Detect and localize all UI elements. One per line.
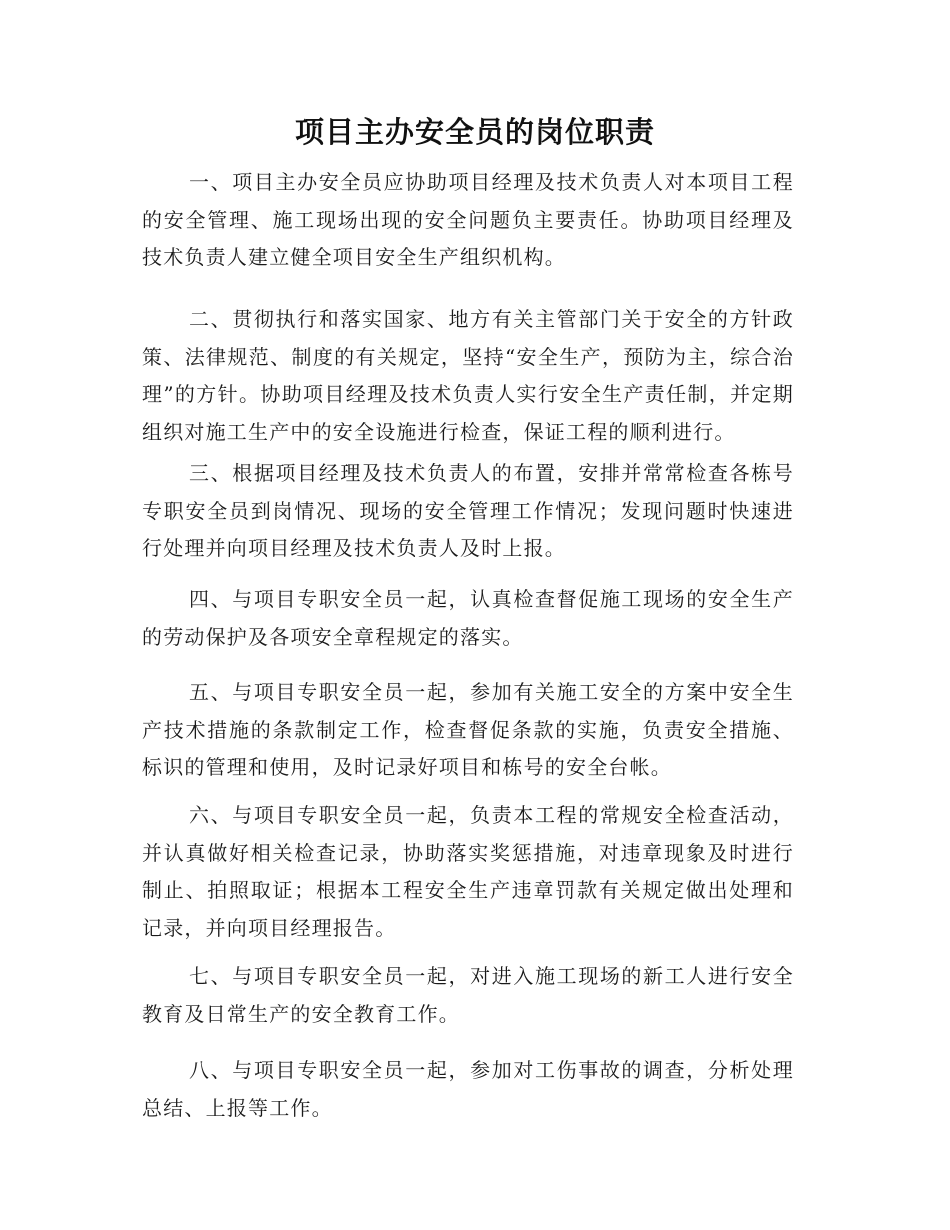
paragraph-2: 二、贯彻执行和落实国家、地方有关主管部门关于安全的方针政策、法律规范、制度的有关规定，坚持“安全生产，预防为主，综合治理”的方针。协助项目经理及技术负责人实行安全生产责任制，并定期组织对施工生产中的安全设施进行检查，保证工程的顺利进行。 xyxy=(142,307,794,444)
paragraph-4: 四、与项目专职安全员一起，认真检查督促施工现场的安全生产的劳动保护及各项安全章程规定的落实。 xyxy=(142,587,794,649)
paragraph-7: 七、与项目专职安全员一起，对进入施工现场的新工人进行安全教育及日常生产的安全教育工作。 xyxy=(142,964,794,1026)
paragraph-1: 一、项目主办安全员应协助项目经理及技术负责人对本项目工程的安全管理、施工现场出现的安全问题负主要责任。协助项目经理及技术负责人建立健全项目安全生产组织机构。 xyxy=(142,170,794,269)
paragraph-6: 六、与项目专职安全员一起，负责本工程的常规安全检查活动，并认真做好相关检查记录，协助落实奖惩措施，对违章现象及时进行制止、拍照取证；根据本工程安全生产违章罚款有关规定做出处理和记录，并向项目经理报告。 xyxy=(142,803,794,940)
document-title: 项目主办安全员的岗位职责 xyxy=(294,115,655,149)
paragraph-3: 三、根据项目经理及技术负责人的布置，安排并常常检查各栋号专职安全员到岗情况、现场的安全管理工作情况；发现问题时快速进行处理并向项目经理及技术负责人及时上报。 xyxy=(142,461,794,560)
paragraph-8: 八、与项目专职安全员一起，参加对工伤事故的调查，分析处理总结、上报等工作。 xyxy=(142,1058,794,1120)
paragraph-5: 五、与项目专职安全员一起，参加有关施工安全的方案中安全生产技术措施的条款制定工作，检查督促条款的实施，负责安全措施、标识的管理和使用，及时记录好项目和栋号的安全台帐。 xyxy=(142,680,794,779)
